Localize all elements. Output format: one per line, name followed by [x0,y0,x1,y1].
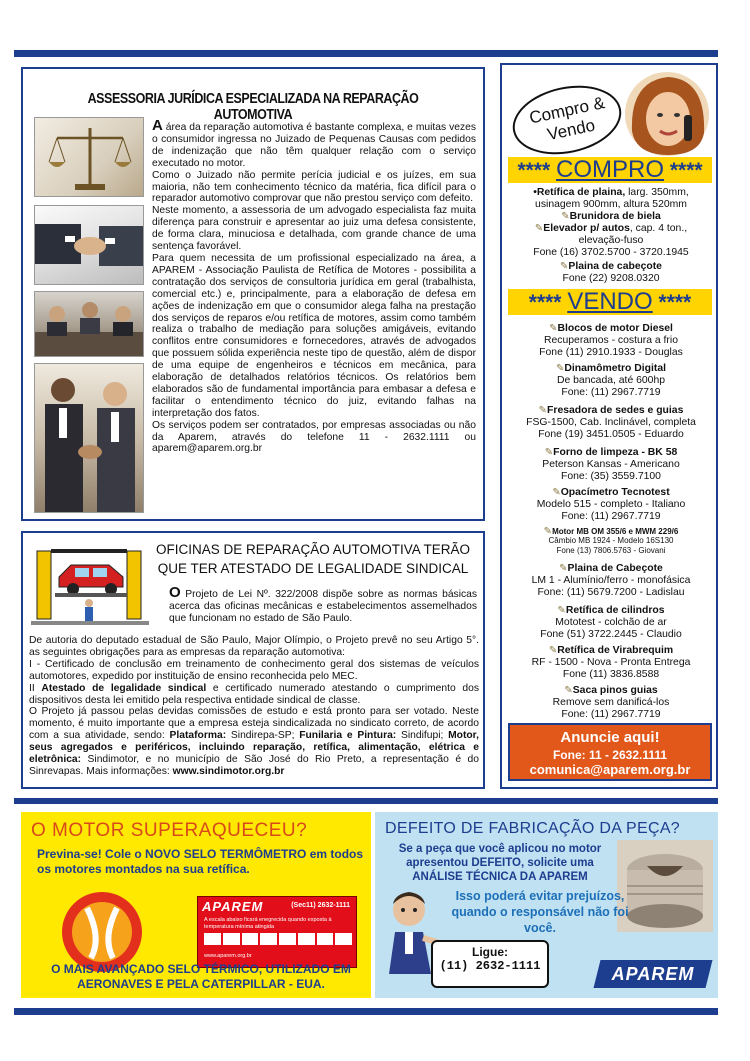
compro-3-line-3: Fone (16) 3702.5700 - 3720.1945 [533,247,689,258]
vendo-ad-2 [506,363,716,399]
vendo-8-title: Retífica de cilindros [565,605,665,616]
pen-icon: ✎ [538,405,548,416]
call-label: Ligue: [472,945,508,959]
vendo-10-line-1: Remove sem danificá-los [552,697,670,708]
funilaria-value: Sindifupi; [396,730,449,742]
aparem-logo-text: APAREM [611,964,695,984]
vendo-3-line-1: FSG-1500, Cab. Inclinável, completa [526,417,696,428]
vendo-6-title: Motor MB OM 355/6 e MWM 229/6 [552,527,679,536]
vendo-ad-5 [506,487,716,523]
pen-icon: ✎ [556,363,565,374]
vendo-8-line-1: Mototest - colchão de ar [555,617,667,628]
defect-tagline: Isso poderá evitar prejuízos, quando o responsável não foi você. [451,889,629,935]
selo-text: A escala abaixo ficará enegrecida quando exposta à temperatura mínima atingida [204,917,332,930]
pen-icon: ✎ [564,685,573,696]
article1-paragraph-1: área da reparação automotiva é bastante complexa, e muitas vezes o consumidor ingressa no Juizado de Pequenas Causas com pedidos de indenização que não têm qualquer relação com o serviço executado no motor. [152,122,476,169]
defect-headline: DEFEITO DE FABRICAÇÃO DA PEÇA? [385,820,680,837]
vendo-ad-1 [506,323,716,359]
vendo-1-title: Blocos de motor Diesel [557,323,673,334]
vendo-8-line-2: Fone (51) 3722.2445 - Claudio [540,629,682,640]
pen-icon: ✎ [560,261,569,272]
vendo-ad-4 [506,447,716,483]
defect-subtext: Se a peça que você aplicou no motor apresentou DEFEITO, solicite uma ANÁLISE TÉCNICA DA APAREM [398,843,602,883]
vendo-1-line-2: Fone (11) 2910.1933 - Douglas [539,347,683,358]
business-people-handshake-photo [34,363,144,513]
pen-icon: ✎ [543,526,553,537]
compro-1-title: •Retífica de plaina, [533,187,626,198]
motor-value: Sindimotor, e no município de São José do Rio Preto, a representação é do Sinrevapas. Mais informações: [29,754,479,777]
vendo-band [508,289,712,315]
vendo-ad-6 [506,527,716,555]
article2-item-1: I - Certificado de conclusão em treinamento de conhecimento geral dos sistemas de veículos automotores, expedido por instituição de ensino reconhecida pelo MEC. [29,658,479,682]
bottom-rule [14,1008,718,1015]
overheat-headline: O MOTOR SUPERAQUECEU? [31,820,308,841]
scales-of-justice-photo [34,117,144,197]
article2-intro-text: Projeto de Lei Nº. 322/2008 dispõe sobre as normas básicas acerca das oficinas mecânicas e estabelecimentos assemelhados que funcionam no estado de São Paulo. [169,589,477,624]
article2-title-line1: OFICINAS DE REPARAÇÃO AUTOMOTIVA TERÃO [155,542,471,557]
article2-title-line2: QUE TER ATESTADO DE LEGALIDADE SINDICAL [157,561,469,576]
vendo-2-line-2: Fone: (11) 2967.7719 [561,387,661,398]
temperature-scale [204,933,352,945]
middle-rule [14,798,718,804]
item2-prefix: II [29,682,42,694]
article1-paragraph-5: Os serviços podem ser contratados, por empresas associadas ou não da Aparem, através do telefone 11 - 2632.1111 ou aparem@aparem.org.br [152,419,476,455]
compro-1-line-2: usinagem 900mm, altura 520mm [535,199,687,210]
compro-3-line-2: elevação-fuso [578,235,644,246]
vendo-10-line-2: Fone: (11) 2967.7719 [561,709,661,720]
pen-icon: ✎ [534,223,544,234]
vendo-9-line-1: RF - 1500 - Nova - Pronta Entrega [531,657,691,668]
article2-paragraph-1: De autoria do deputado estadual de São Paulo, Major Olímpio, o Projeto prevê no seu Artigo 5°. as seguintes obrigações para as empresas da reparação automotiva: [29,635,479,658]
call-phone[interactable]: (11) 2632-1111 [439,959,541,973]
article1-paragraph-2: Como o Juizado não permite perícia judicial e os juízes, em sua maioria, não tem conhecimento técnico da matéria, fica difícil para o reparador automotivo comprovar que não prestou serviço com defeito. [152,169,476,205]
vendo-7-line-1: LM 1 - Alumínio/ferro - monofásica [531,575,691,586]
compro-3-line-1: , cap. 4 ton., [629,223,688,234]
thermal-seal-banner [21,812,371,998]
vendo-4-title: Forno de limpeza - BK 58 [553,447,678,458]
funilaria-label: Funilaria e Pintura: [299,730,397,742]
compro-3-title: Elevador p/ autos [543,223,630,234]
compro-2-title: Brunidora de biela [569,211,661,222]
advertise-here-box[interactable] [508,723,712,781]
pen-icon: ✎ [544,447,554,458]
vendo-5-line-1: Modelo 515 - completo - Italiano [536,499,686,510]
compro-title: COMPRO [556,156,664,183]
article2-title [153,540,473,578]
compro-4-title: Plaina de cabeçote [568,261,662,272]
article2-paragraph-2 [29,706,479,777]
top-rule [14,50,718,57]
article-legal-advisory [21,67,485,521]
thermal-seal-footer: O MAIS AVANÇADO SELO TÉRMICO, UTILIZADO EM AERONAVES E PELA CATERPILLAR - EUA. [51,962,351,991]
plataforma-value: Sindirepa-SP; [226,730,300,742]
advertise-title: Anuncie aqui! [560,729,660,746]
article2-dropcap: O [169,584,181,601]
bubble-text: Compro & Vendo [527,93,607,145]
business-meeting-photo [34,291,144,357]
pen-icon: ✎ [561,211,570,222]
vendo-7-line-2: Fone: (11) 5679.7200 - Ladislau [537,587,685,598]
vendo-4-line-2: Fone: (35) 3559.7100 [561,471,661,482]
stars-right: **** [658,291,692,314]
selo-brand: APAREM [202,899,264,914]
car-lift-illustration [31,541,149,625]
vendo-ad-9 [506,645,716,681]
item2-bold: Atestado de legalidade sindical [41,682,207,694]
article1-dropcap: A [152,117,163,134]
vendo-ad-3 [506,405,716,441]
vendo-5-title: Opacímetro Tecnotest [560,487,670,498]
article2-item-2 [29,683,479,707]
pen-icon: ✎ [549,323,558,334]
item2-rest: e certificado numerado atestando o cumprimento dos dispositivos desta lei emitido pela respectiva entidade sindical de classe. [29,682,480,706]
article1-paragraph-3: Neste momento, a assessoria de um advogado especialista faz muita diferença para construir e apresentar ao juiz uma defesa consistente, de forma clara, minuciosa e detalhada, com grande chance de uma sentença favorável. [152,205,476,253]
vendo-3-line-2: Fone (19) 3451.0505 - Eduardo [538,429,684,440]
woman-on-phone-photo [622,71,712,157]
advertise-phone: Fone: 11 - 2632.1111 [552,748,668,762]
vendo-title: VENDO [567,288,653,315]
defect-analysis-banner [375,812,718,998]
vendo-ad-8 [506,605,716,641]
compro-1-line-1: larg. 350mm, [625,187,689,198]
aparem-logo [594,960,713,988]
para2-start: O Projeto já passou pelas devidas comissões de estudo e está pronto para ser votado. Neste momento, é muito importante que a empresa esteja sindicalizada no sindicato correto, de acordo com a sua atividade, sendo: [29,706,479,742]
vendo-2-line-1: De bancada, até 600hp [556,375,666,386]
vendo-1-line-1: Recuperamos - costura a frio [544,335,678,346]
pen-icon: ✎ [552,487,561,498]
article-union-certificate [21,531,485,789]
selo-phone: (Sec11) 2632-1111 [291,902,350,909]
vendo-5-line-2: Fone: (11) 2967.7719 [561,511,661,522]
article2-body [29,635,479,778]
overheat-subtext: Previna-se! Cole o NOVO SELO TERMÔMETRO em todos os motores montados na sua retífica. [37,847,364,876]
thermal-seal-sticker [197,896,357,968]
compro-band [508,157,712,183]
call-box[interactable] [431,940,549,988]
vendo-ad-7 [506,563,716,599]
vendo-4-line-1: Peterson Kansas - Americano [542,459,680,470]
vendo-3-title: Fresadora de sedes e guias [547,405,684,416]
vendo-9-line-2: Fone (11) 3836.8588 [562,669,660,680]
plataforma-label: Plataforma: [169,730,227,742]
stars-left: **** [528,291,562,314]
vendo-ad-10 [506,685,716,721]
article1-title: ASSESSORIA JURÍDICA ESPECIALIZADA NA REPARAÇÃO AUTOMOTIVA [87,91,419,123]
selo-site: www.aparem.org.br [204,953,252,959]
vendo-2-title: Dinamômetro Digital [564,363,666,374]
compro-4-line-1: Fone (22) 9208.0320 [562,273,660,284]
pen-icon: ✎ [559,563,568,574]
stars-left: **** [517,159,551,182]
classifieds-sidebar [500,63,718,789]
vendo-7-title: Plaina de Cabeçote [567,563,663,574]
compro-ad-1 [506,187,716,211]
speech-bubble [506,76,627,163]
compro-ad-4 [506,261,716,285]
handshake-photo [34,205,144,285]
advertise-email-link[interactable]: comunica@aparem.org.br [529,762,691,777]
vendo-6-line-2: Fone (13) 7806.5763 - Giovani [556,545,666,555]
compro-ad-2 [506,211,716,223]
pen-icon: ✎ [548,645,558,656]
sindimotor-link[interactable]: www.sindimotor.org.br [172,765,285,777]
article1-paragraph-4: Para quem necessita de um profissional especializado na área, a APAREM - Associação Paulista de Retífica de Motores - possibilita a contratação dos serviços de consultoria jurídica em geral (trabalhista, comercial etc.) e, principalmente, para a elaboração de defesa em ações de indenização em que o consumidor alega falha na prestação dos serviços de reparos e/ou retífica de motores, assim como também realiza o trabalho de mediação para soluções amigáveis, evitando conflitos entre consumidores e fornecedores, através de advogados que possuem sólida experiência neste tipo de questão, além de dispor de uma equipe de engenheiros e técnicos em mecânica, para elaboração de detalhados relatórios técnicos. Os relatórios bem elaborados são de fundamental importância para embasar a defesa e facilitar o entendimento técnico do juiz, evitando falhas na interpretação dos fatos. [152,252,476,419]
vendo-6-line-1: Câmbio MB 1924 - Modelo 16S130 [548,536,674,546]
pen-icon: ✎ [557,605,566,616]
vendo-9-title: Retífica de Virabrequim [557,645,674,656]
stars-right: **** [669,159,703,182]
article2-intro [169,584,477,625]
compro-ad-3 [506,223,716,259]
motor-label: Motor, seus agregados e periféricos, incluindo reparação, retífica, alimentação, elétrica e eletrônica: [29,730,479,766]
article1-body [152,117,476,455]
vendo-10-title: Saca pinos guias [572,685,658,696]
